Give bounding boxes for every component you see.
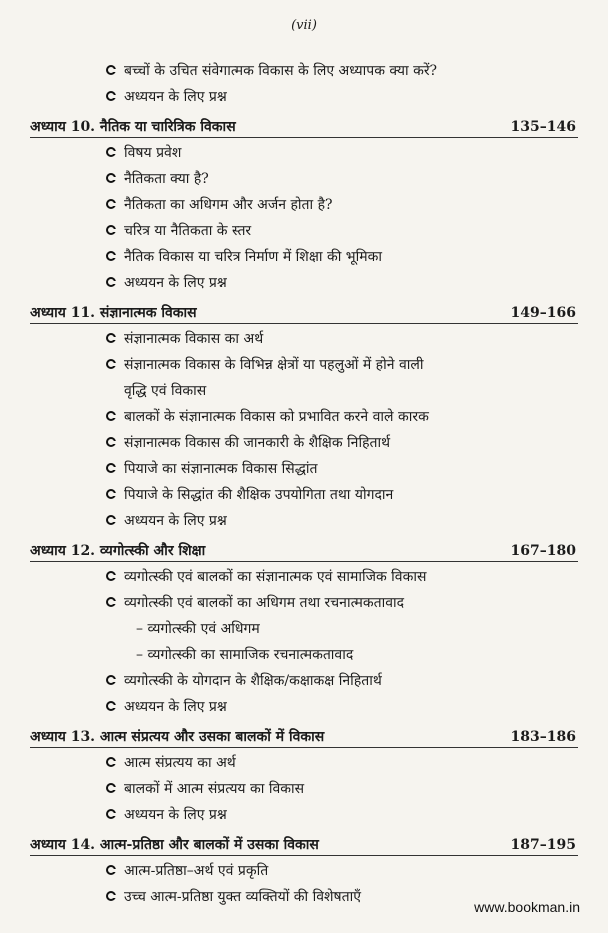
toc-item — [0, 218, 608, 244]
website-watermark: www.bookman.in — [474, 899, 580, 915]
toc-subitem — [0, 642, 608, 668]
toc-item-text: संज्ञानात्मक विकास की जानकारी के शैक्षिक निहितार्थ — [124, 435, 391, 451]
chapter-title: अध्याय 13. आत्म संप्रत्यय और उसका बालकों में विकास — [30, 729, 325, 745]
bullet-icon — [106, 891, 116, 901]
bullet-icon — [106, 277, 116, 287]
bullet-icon — [106, 783, 116, 793]
toc-item-text: वृद्धि एवं विकास — [124, 383, 207, 399]
toc-item — [0, 590, 608, 616]
toc-item-text: – व्यगोत्स्की एवं अधिगम — [136, 621, 260, 637]
chapter-heading — [0, 114, 608, 140]
toc-item-text: अध्ययन के लिए प्रश्न — [124, 699, 227, 715]
toc-item-text: व्यगोत्स्की एवं बालकों का अधिगम तथा रचनात्मकतावाद — [124, 595, 405, 611]
toc-item — [0, 84, 608, 110]
bullet-icon — [106, 199, 116, 209]
bullet-icon — [106, 865, 116, 875]
toc-item-text: अध्ययन के लिए प्रश्न — [124, 807, 227, 823]
bullet-icon — [106, 173, 116, 183]
toc-item-text: आत्म-प्रतिष्ठा–अर्थ एवं प्रकृति — [124, 863, 269, 879]
toc-item-text: नैतिकता का अधिगम और अर्जन होता है? — [124, 197, 333, 213]
chapter-title: अध्याय 12. व्यगोत्स्की और शिक्षा — [30, 543, 206, 559]
toc-item-text: आत्म संप्रत्यय का अर्थ — [124, 755, 236, 771]
toc-item — [0, 776, 608, 802]
toc-item-text: पियाजे का संज्ञानात्मक विकास सिद्धांत — [124, 461, 318, 477]
bullet-icon — [106, 65, 116, 75]
chapter-underline — [30, 137, 578, 138]
bullet-icon — [106, 757, 116, 767]
toc-item — [0, 694, 608, 720]
chapter-page-range: 135–146 — [510, 119, 576, 135]
chapter-underline — [30, 323, 578, 324]
bullet-icon — [106, 701, 116, 711]
bullet-icon — [106, 597, 116, 607]
bullet-icon — [106, 489, 116, 499]
chapter-page-range: 183–186 — [510, 729, 576, 745]
toc-item — [0, 564, 608, 590]
bullet-icon — [106, 359, 116, 369]
toc-subitem — [0, 616, 608, 642]
page-number: (vii) — [291, 18, 317, 33]
toc-item-text: चरित्र या नैतिकता के स्तर — [124, 223, 252, 239]
toc-item — [0, 140, 608, 166]
toc-item-text: बच्चों के उचित संवेगात्मक विकास के लिए अध्यापक क्या करें? — [124, 63, 438, 79]
toc-item-text: अध्ययन के लिए प्रश्न — [124, 275, 227, 291]
toc-item — [0, 456, 608, 482]
toc-item-text: व्यगोत्स्की एवं बालकों का संज्ञानात्मक एवं सामाजिक विकास — [124, 569, 427, 585]
bullet-icon — [106, 571, 116, 581]
bullet-icon — [106, 147, 116, 157]
toc-item-text: संज्ञानात्मक विकास के विभिन्न क्षेत्रों या पहलुओं में होने वाली — [124, 357, 424, 373]
bullet-icon — [106, 675, 116, 685]
toc-item — [0, 668, 608, 694]
bullet-icon — [106, 515, 116, 525]
bullet-icon — [106, 437, 116, 447]
bullet-icon — [106, 333, 116, 343]
toc-item-text: अध्ययन के लिए प्रश्न — [124, 89, 227, 105]
chapter-heading — [0, 538, 608, 564]
toc-item-text: नैतिक विकास या चरित्र निर्माण में शिक्षा की भूमिका — [124, 249, 382, 265]
chapter-title: अध्याय 14. आत्म-प्रतिष्ठा और बालकों में उसका विकास — [30, 837, 319, 853]
toc-item — [0, 430, 608, 456]
table-of-contents — [0, 58, 608, 910]
bullet-icon — [106, 463, 116, 473]
toc-item — [0, 858, 608, 884]
bullet-icon — [106, 225, 116, 235]
toc-item — [0, 166, 608, 192]
toc-item — [0, 326, 608, 352]
toc-item-text: व्यगोत्स्की के योगदान के शैक्षिक/कक्षाकक्ष निहितार्थ — [124, 673, 382, 689]
toc-item — [0, 192, 608, 218]
chapter-page-range: 167–180 — [510, 543, 576, 559]
chapter-underline — [30, 855, 578, 856]
toc-item-text: अध्ययन के लिए प्रश्न — [124, 513, 227, 529]
chapter-heading — [0, 300, 608, 326]
toc-item-text: नैतिकता क्या है? — [124, 171, 209, 187]
toc-item — [0, 270, 608, 296]
toc-item-text: उच्च आत्म-प्रतिष्ठा युक्त व्यक्तियों की विशेषताएँ — [124, 889, 361, 905]
toc-item-text: पियाजे के सिद्धांत की शैक्षिक उपयोगिता तथा योगदान — [124, 487, 394, 503]
toc-item-text: विषय प्रवेश — [124, 145, 182, 161]
chapter-underline — [30, 561, 578, 562]
toc-item — [0, 508, 608, 534]
chapter-heading — [0, 724, 608, 750]
chapter-page-range: 149–166 — [510, 305, 576, 321]
toc-item — [0, 58, 608, 84]
toc-item — [0, 352, 608, 378]
bullet-icon — [106, 251, 116, 261]
chapter-page-range: 187–195 — [510, 837, 576, 853]
chapter-title: अध्याय 11. संज्ञानात्मक विकास — [30, 305, 197, 321]
toc-item — [0, 378, 608, 404]
bullet-icon — [106, 411, 116, 421]
toc-item — [0, 404, 608, 430]
toc-item — [0, 802, 608, 828]
chapter-heading — [0, 832, 608, 858]
toc-item — [0, 750, 608, 776]
toc-item — [0, 244, 608, 270]
toc-item-text: बालकों में आत्म संप्रत्यय का विकास — [124, 781, 305, 797]
toc-item — [0, 482, 608, 508]
toc-item-text: – व्यगोत्स्की का सामाजिक रचनात्मकतावाद — [136, 647, 354, 663]
bullet-icon — [106, 91, 116, 101]
chapter-underline — [30, 747, 578, 748]
bullet-icon — [106, 809, 116, 819]
toc-item-text: संज्ञानात्मक विकास का अर्थ — [124, 331, 264, 347]
toc-item-text: बालकों के संज्ञानात्मक विकास को प्रभावित करने वाले कारक — [124, 409, 429, 425]
chapter-title: अध्याय 10. नैतिक या चारित्रिक विकास — [30, 119, 236, 135]
